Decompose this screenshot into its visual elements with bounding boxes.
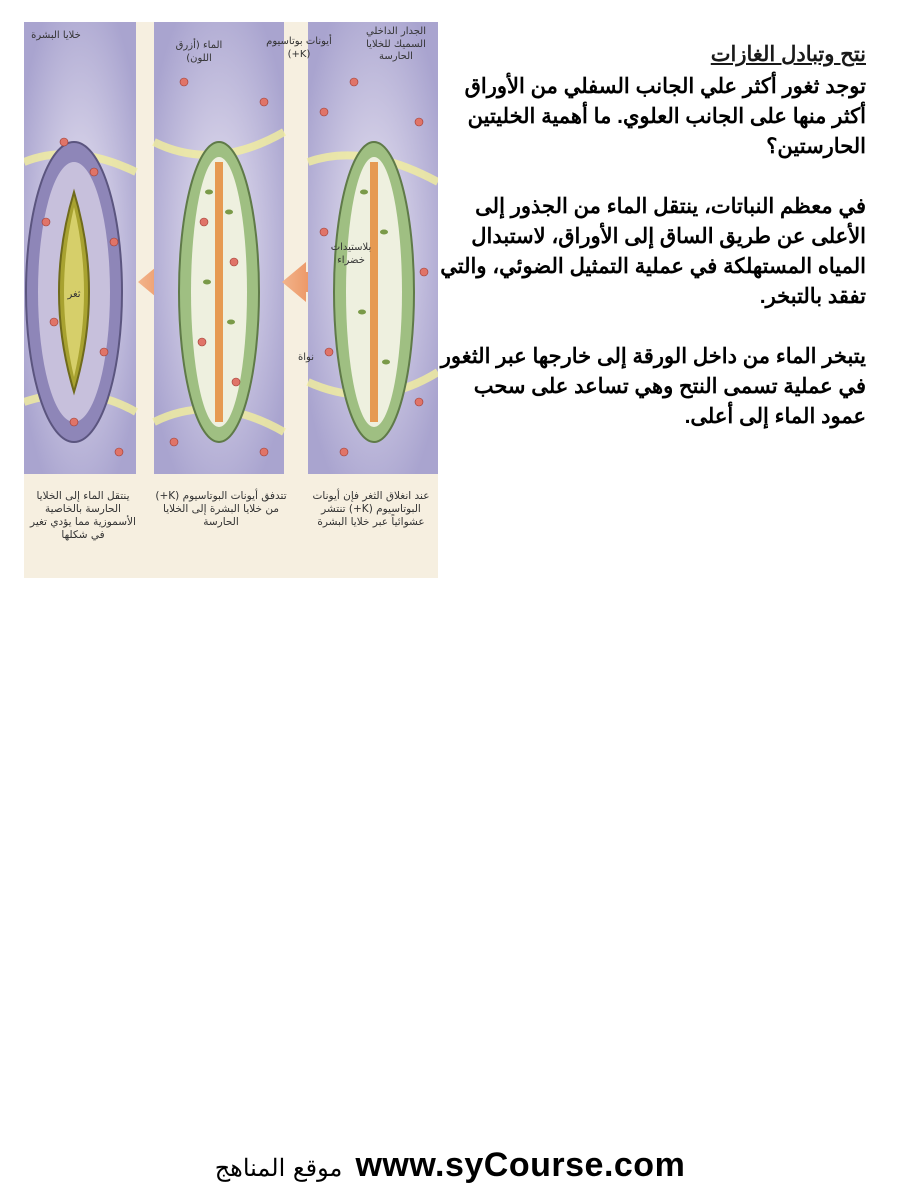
caption-left: ينتقل الماء إلى الخلايا الحارسة بالخاصية الأسموزية مما يؤدي تغير في شكلها — [30, 490, 136, 542]
paragraph-transpiration: يتبخر الماء من داخل الورقة إلى خارجها عبر الثغور في عملية تسمى النتح وهي تساعد على سحب عمود الماء إلى أعلى. — [440, 345, 866, 428]
article-text — [426, 40, 866, 462]
caption-right: عند انغلاق الثغر فإن أيونات البوتاسيوم (K+) تنتشر عشوائياً عبر خلايا البشرة — [312, 490, 430, 529]
pore-label: ثغر — [67, 289, 81, 300]
article-title: نتح وتبادل الغازات — [710, 43, 866, 66]
panel-open-pore — [24, 22, 136, 474]
stomata-figure — [24, 22, 438, 578]
footer — [0, 1146, 900, 1185]
label-inner-wall: الجدار الداخلي السميك للخلايا الحارسة — [366, 26, 426, 62]
footer-url[interactable]: www.syCourse.com — [355, 1146, 686, 1184]
label-water: الماء (أزرق اللون) — [175, 40, 223, 64]
caption-middle: تتدفق أيونات البوتاسيوم (K+) من خلايا البشرة إلى الخلايا الحارسة — [155, 490, 287, 529]
panel-potassium-inflow — [154, 22, 284, 474]
paragraph-stomata-location: توجد ثغور أكثر علي الجانب السفلي من الأوراق أكثر منها على الجانب العلوي. ما أهمية الخليتين الحارستين؟ — [464, 75, 866, 158]
label-chloroplasts: بلاستيدات خضراء — [330, 242, 372, 266]
paragraph-water-transport: في معظم النباتات، ينتقل الماء من الجذور إلى الأعلى عن طريق الساق إلى الأوراق، لاستبدال المياه المستهلكة في عملية التمثيل الضوئي، والتي تفقد بالتبخر. — [440, 195, 866, 308]
footer-site-name: موقع المناهج — [214, 1154, 343, 1182]
label-potassium-ions: أيونات بوتاسيوم (K+) — [266, 36, 332, 60]
label-epidermis: خلايا البشرة — [31, 30, 81, 41]
label-nucleus: نواة — [298, 352, 314, 363]
